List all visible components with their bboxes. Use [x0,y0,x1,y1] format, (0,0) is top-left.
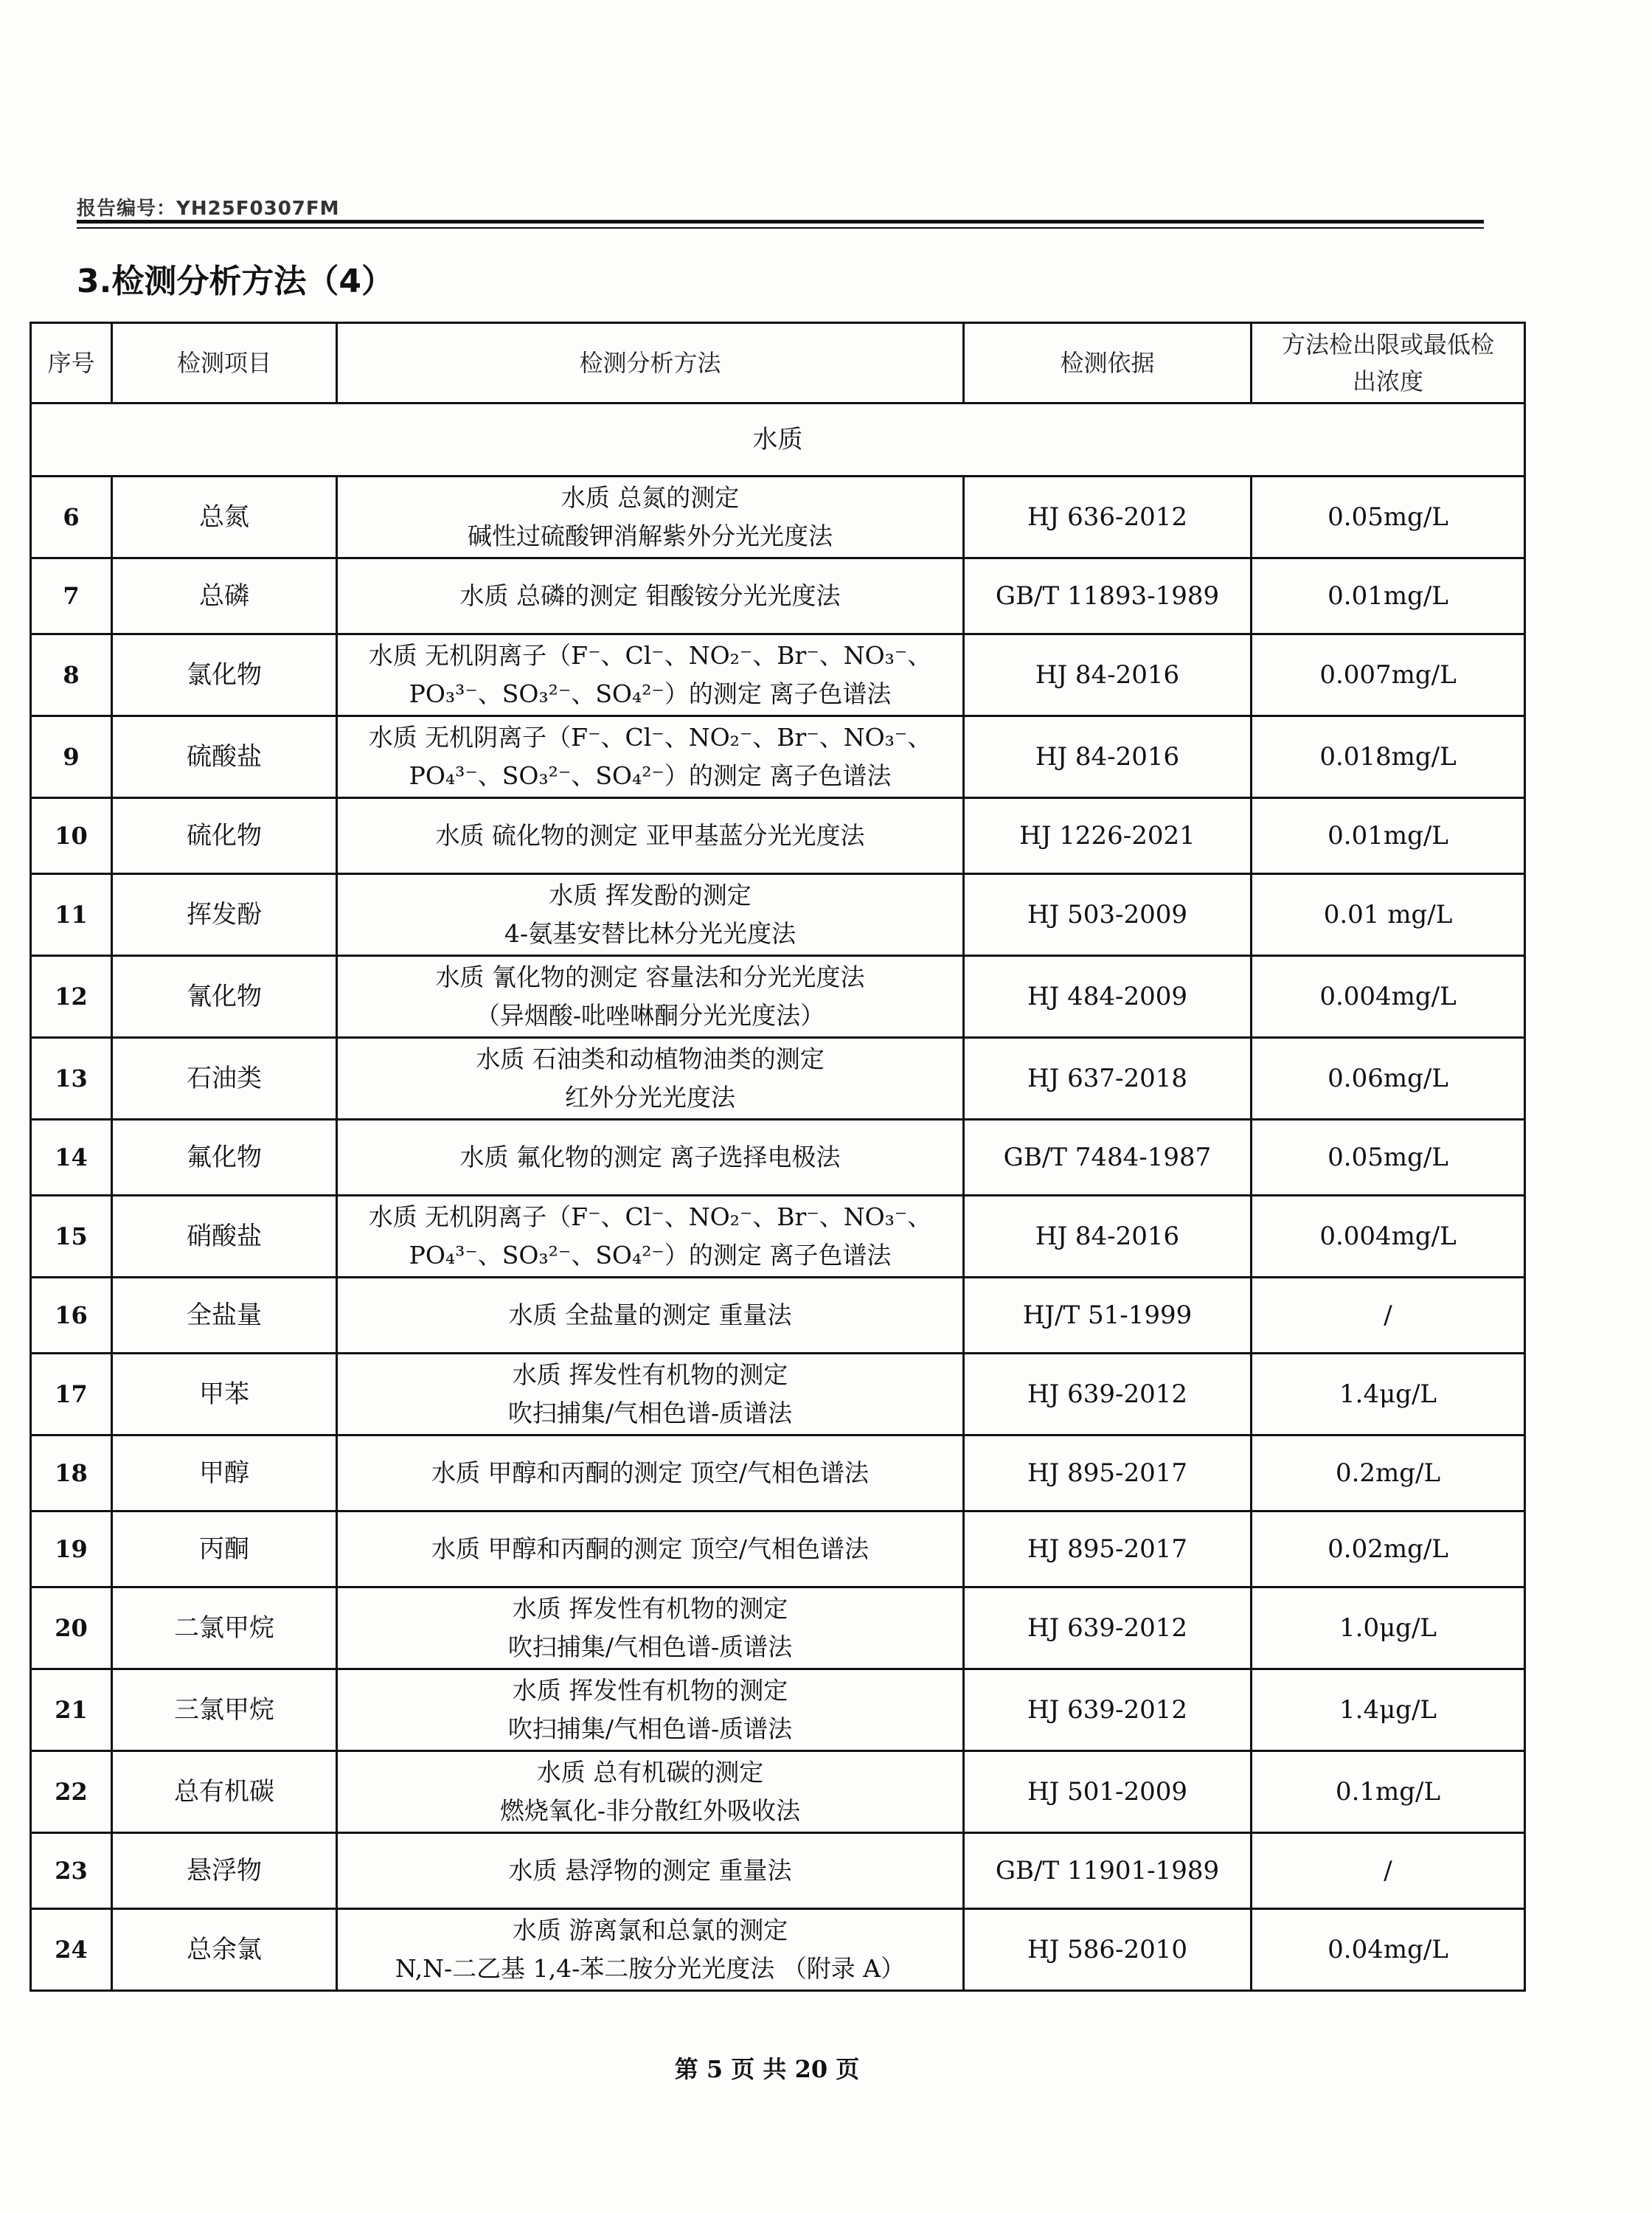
test-basis: HJ 484-2009 [964,956,1252,1038]
category-row [31,404,1525,477]
method-line: 碱性过硫酸钾消解紫外分光光度法 [468,522,833,550]
test-method [337,477,964,558]
test-item: 总有机碳 [112,1751,337,1833]
test-method [337,1669,964,1751]
method-line: （异烟酸-吡唑啉酮分光光度法） [475,1001,825,1030]
method-line: 4-氨基安替比林分光光度法 [504,919,796,948]
test-basis: HJ 84-2016 [964,716,1252,798]
method-line: 吹扫捕集/气相色谱-质谱法 [507,1632,793,1661]
method-line: 水质 硫化物的测定 亚甲基蓝分光光度法 [435,821,865,850]
table-row [31,716,1525,798]
row-number: 13 [31,1038,112,1120]
column-header-basis: 检测依据 [964,323,1252,404]
test-method [337,1354,964,1435]
method-line: 水质 挥发性有机物的测定 [512,1360,788,1389]
test-item: 氯化物 [112,634,337,716]
test-item: 硫酸盐 [112,716,337,798]
table-row [31,798,1525,874]
table-row [31,1751,1525,1833]
method-line: PO₄³⁻、SO₃²⁻、SO₄²⁻）的测定 离子色谱法 [409,1241,892,1270]
test-item: 总磷 [112,558,337,634]
test-method [337,1120,964,1196]
table-row [31,1669,1525,1751]
test-item: 总余氯 [112,1909,337,1991]
test-method [337,956,964,1038]
method-line: 水质 总有机碳的测定 [536,1758,764,1787]
method-line: 水质 全盐量的测定 重量法 [508,1301,792,1329]
method-line: 水质 氰化物的测定 容量法和分光光度法 [435,963,865,991]
detection-limit: 0.06mg/L [1252,1038,1525,1120]
table-row [31,956,1525,1038]
detection-limit: 0.01mg/L [1252,798,1525,874]
test-basis: HJ 1226-2021 [964,798,1252,874]
row-number: 14 [31,1120,112,1196]
table-row [31,1354,1525,1435]
row-number: 23 [31,1833,112,1909]
row-number: 16 [31,1278,112,1354]
test-basis: GB/T 11893-1989 [964,558,1252,634]
table-row [31,1120,1525,1196]
test-method [337,1751,964,1833]
test-method [337,798,964,874]
test-method [337,874,964,956]
test-method [337,558,964,634]
test-method [337,1909,964,1991]
test-item: 总氮 [112,477,337,558]
method-line: N,N-二乙基 1,4-苯二胺分光光度法 （附录 A） [395,1954,906,1983]
row-number: 9 [31,716,112,798]
detection-limit: 0.04mg/L [1252,1909,1525,1991]
test-basis: HJ 639-2012 [964,1354,1252,1435]
method-line: PO₃³⁻、SO₃²⁻、SO₄²⁻）的测定 离子色谱法 [409,679,892,708]
method-line: 水质 无机阴离子（F⁻、Cl⁻、NO₂⁻、Br⁻、NO₃⁻、 [368,1202,932,1231]
detection-limit: 0.05mg/L [1252,477,1525,558]
method-line: 燃烧氧化-非分散红外吸收法 [499,1796,801,1825]
test-method [337,1833,964,1909]
detection-limit: 0.02mg/L [1252,1511,1525,1587]
detection-limit: 0.018mg/L [1252,716,1525,798]
row-number: 17 [31,1354,112,1435]
test-basis: HJ 639-2012 [964,1587,1252,1669]
column-header-seq: 序号 [31,323,112,404]
test-item: 全盐量 [112,1278,337,1354]
test-basis: HJ 636-2012 [964,477,1252,558]
test-basis: HJ 639-2012 [964,1669,1252,1751]
test-method [337,634,964,716]
detection-limit: 0.004mg/L [1252,956,1525,1038]
test-item: 氰化物 [112,956,337,1038]
method-line: 水质 挥发酚的测定 [549,881,752,910]
table-row [31,1038,1525,1120]
detection-limit: 0.2mg/L [1252,1435,1525,1511]
table-row [31,477,1525,558]
table-row [31,558,1525,634]
method-line: 水质 悬浮物的测定 重量法 [508,1856,792,1885]
test-basis: HJ 895-2017 [964,1435,1252,1511]
method-line: 吹扫捕集/气相色谱-质谱法 [507,1399,793,1427]
row-number: 6 [31,477,112,558]
table-row [31,1435,1525,1511]
row-number: 20 [31,1587,112,1669]
row-number: 7 [31,558,112,634]
table-row [31,874,1525,956]
test-basis: HJ 586-2010 [964,1909,1252,1991]
test-method [337,1587,964,1669]
detection-limit: 0.004mg/L [1252,1196,1525,1278]
row-number: 21 [31,1669,112,1751]
test-item: 硝酸盐 [112,1196,337,1278]
row-number: 10 [31,798,112,874]
row-number: 24 [31,1909,112,1991]
detection-limit: 1.0μg/L [1252,1587,1525,1669]
category-label: 水质 [31,404,1525,477]
method-line: 水质 甲醇和丙酮的测定 顶空/气相色谱法 [431,1458,870,1487]
method-line: 水质 总磷的测定 钼酸铵分光光度法 [459,581,841,610]
row-number: 8 [31,634,112,716]
test-item: 悬浮物 [112,1833,337,1909]
test-method [337,1196,964,1278]
detection-limit: / [1252,1278,1525,1354]
table-row [31,1196,1525,1278]
detection-limit: / [1252,1833,1525,1909]
detection-limit: 1.4μg/L [1252,1354,1525,1435]
table-row [31,1833,1525,1909]
method-line: 水质 总氮的测定 [560,483,740,512]
test-method [337,716,964,798]
detection-limit: 0.05mg/L [1252,1120,1525,1196]
table-row [31,1278,1525,1354]
method-line: PO₄³⁻、SO₃²⁻、SO₄²⁻）的测定 离子色谱法 [409,761,892,790]
test-basis: HJ 84-2016 [964,634,1252,716]
test-item: 甲苯 [112,1354,337,1435]
detection-limit: 0.01mg/L [1252,558,1525,634]
method-line: 水质 氟化物的测定 离子选择电极法 [459,1143,841,1171]
test-item: 二氯甲烷 [112,1587,337,1669]
row-number: 19 [31,1511,112,1587]
header-rule-thin [77,227,1484,229]
test-method [337,1511,964,1587]
test-basis: HJ 503-2009 [964,874,1252,956]
method-line: 水质 无机阴离子（F⁻、Cl⁻、NO₂⁻、Br⁻、NO₃⁻、 [368,641,932,670]
method-line: 水质 挥发性有机物的测定 [512,1676,788,1705]
column-header-item: 检测项目 [112,323,337,404]
method-line: 吹扫捕集/气相色谱-质谱法 [507,1714,793,1743]
table-row [31,1587,1525,1669]
test-item: 硫化物 [112,798,337,874]
row-number: 11 [31,874,112,956]
row-number: 18 [31,1435,112,1511]
test-item: 氟化物 [112,1120,337,1196]
method-line: 水质 石油类和动植物油类的测定 [476,1045,825,1073]
method-line: 水质 挥发性有机物的测定 [512,1594,788,1623]
detection-limit: 0.1mg/L [1252,1751,1525,1833]
column-header-method: 检测分析方法 [337,323,964,404]
test-item: 丙酮 [112,1511,337,1587]
header-rule-thick [77,220,1484,224]
table-row [31,634,1525,716]
row-number: 22 [31,1751,112,1833]
test-basis: HJ 895-2017 [964,1511,1252,1587]
test-method [337,1435,964,1511]
test-basis: HJ 637-2018 [964,1038,1252,1120]
methods-table [30,322,1526,1992]
test-basis: HJ 501-2009 [964,1751,1252,1833]
method-line: 水质 游离氯和总氯的测定 [512,1916,788,1944]
test-basis: HJ 84-2016 [964,1196,1252,1278]
page-footer: 第 5 页 共 20 页 [674,2055,860,2083]
report-number: 报告编号：YH25F0307FM [77,198,340,220]
test-item: 甲醇 [112,1435,337,1511]
detection-limit: 0.007mg/L [1252,634,1525,716]
test-basis: HJ/T 51-1999 [964,1278,1252,1354]
section-title: 3.检测分析方法（4） [77,263,394,300]
table-header-row [31,323,1525,404]
test-item: 石油类 [112,1038,337,1120]
method-line: 红外分光光度法 [565,1083,735,1112]
method-line: 水质 甲醇和丙酮的测定 顶空/气相色谱法 [431,1534,870,1563]
column-header-limit: 方法检出限或最低检出浓度 [1252,323,1525,404]
table-row [31,1909,1525,1991]
row-number: 12 [31,956,112,1038]
row-number: 15 [31,1196,112,1278]
detection-limit: 0.01 mg/L [1252,874,1525,956]
detection-limit: 1.4μg/L [1252,1669,1525,1751]
test-item: 挥发酚 [112,874,337,956]
test-basis: GB/T 7484-1987 [964,1120,1252,1196]
table-row [31,1511,1525,1587]
test-method [337,1038,964,1120]
test-method [337,1278,964,1354]
test-basis: GB/T 11901-1989 [964,1833,1252,1909]
method-line: 水质 无机阴离子（F⁻、Cl⁻、NO₂⁻、Br⁻、NO₃⁻、 [368,723,932,752]
test-item: 三氯甲烷 [112,1669,337,1751]
